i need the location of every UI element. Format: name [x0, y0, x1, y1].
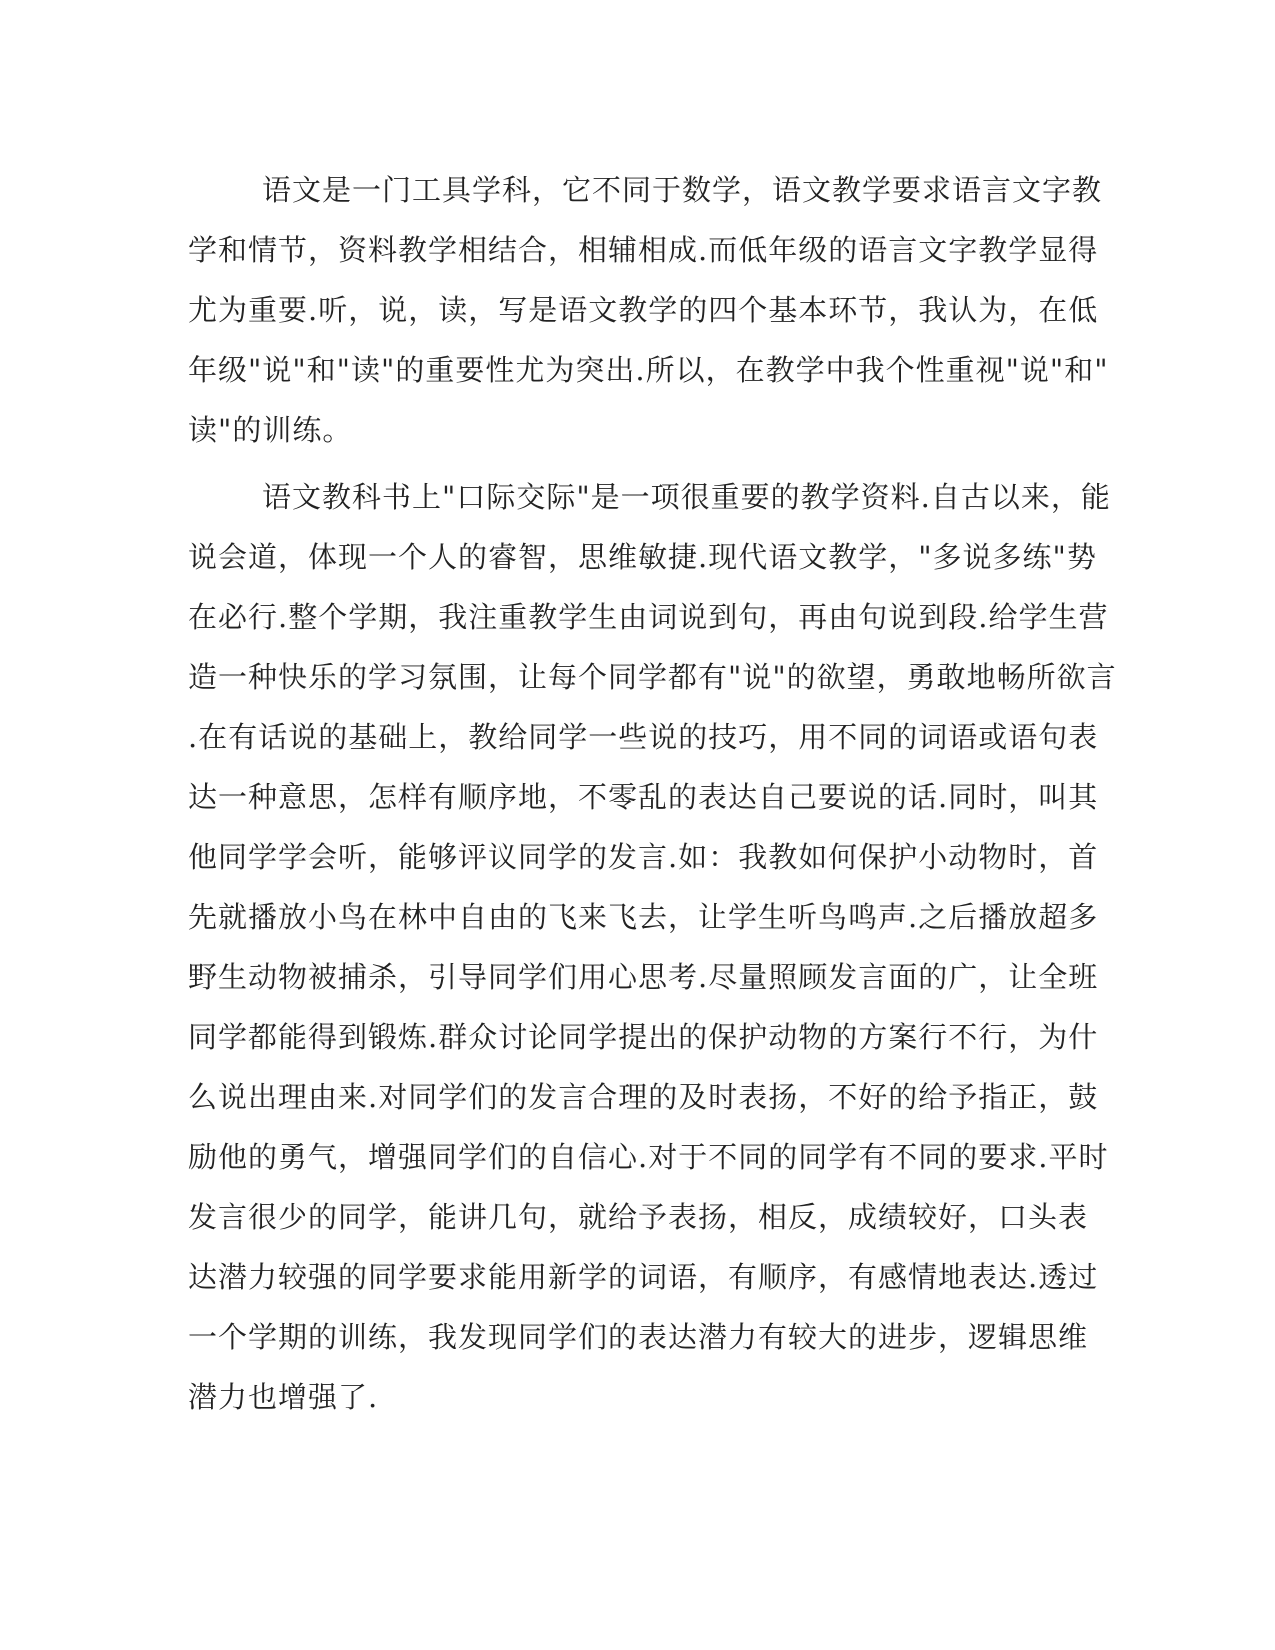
text-line: 读"的训练。: [188, 413, 353, 447]
text-line: 么说出理由来.对同学们的发言合理的及时表扬，不好的给予指正，鼓: [188, 1080, 1099, 1114]
text-line: 野生动物被捕杀，引导同学们用心思考.尽量照顾发言面的广，让全班: [188, 960, 1099, 994]
text-line: 语文是一门工具学科，它不同于数学，语文教学要求语言文字教: [262, 173, 1103, 207]
paragraph-1: [188, 160, 1109, 460]
text-line: .在有话说的基础上，教给同学一些说的技巧，用不同的词语或语句表: [188, 720, 1099, 754]
text-line: 说会道，体现一个人的睿智，思维敏捷.现代语文教学，"多说多练"势: [188, 540, 1097, 574]
text-line: 达潜力较强的同学要求能用新学的词语，有顺序，有感情地表达.透过: [188, 1260, 1099, 1294]
paragraph-gap: [188, 460, 1088, 467]
text-line: 尤为重要.听，说，读，写是语文教学的四个基本环节，我认为，在低: [188, 293, 1099, 327]
text-line: 他同学学会听，能够评议同学的发言.如：我教如何保护小动物时，首: [188, 840, 1099, 874]
document-body: [188, 160, 1117, 1427]
paragraph-2: [188, 467, 1117, 1427]
text-line: 年级"说"和"读"的重要性尤为突出.所以，在教学中我个性重视"说"和": [188, 353, 1109, 387]
text-line: 语文教科书上"口际交际"是一项很重要的教学资料.自古以来，能: [262, 480, 1111, 514]
text-line: 励他的勇气，增强同学们的自信心.对于不同的同学有不同的要求.平时: [188, 1140, 1109, 1174]
text-line: 达一种意思，怎样有顺序地，不零乱的表达自己要说的话.同时，叫其: [188, 780, 1099, 814]
text-line: 同学都能得到锻炼.群众讨论同学提出的保护动物的方案行不行，为什: [188, 1020, 1099, 1054]
text-line: 在必行.整个学期，我注重教学生由词说到句，再由句说到段.给学生营: [188, 600, 1109, 634]
text-line: 发言很少的同学，能讲几句，就给予表扬，相反，成绩较好，口头表: [188, 1200, 1089, 1234]
text-line: 先就播放小鸟在林中自由的飞来飞去，让学生听鸟鸣声.之后播放超多: [188, 900, 1099, 934]
text-line: 造一种快乐的学习氛围，让每个同学都有"说"的欲望，勇敢地畅所欲言: [188, 660, 1117, 694]
text-line: 潜力也增强了.: [188, 1380, 379, 1414]
text-line: 一个学期的训练，我发现同学们的表达潜力有较大的进步，逻辑思维: [188, 1320, 1089, 1354]
text-line: 学和情节，资料教学相结合，相辅相成.而低年级的语言文字教学显得: [188, 233, 1099, 267]
